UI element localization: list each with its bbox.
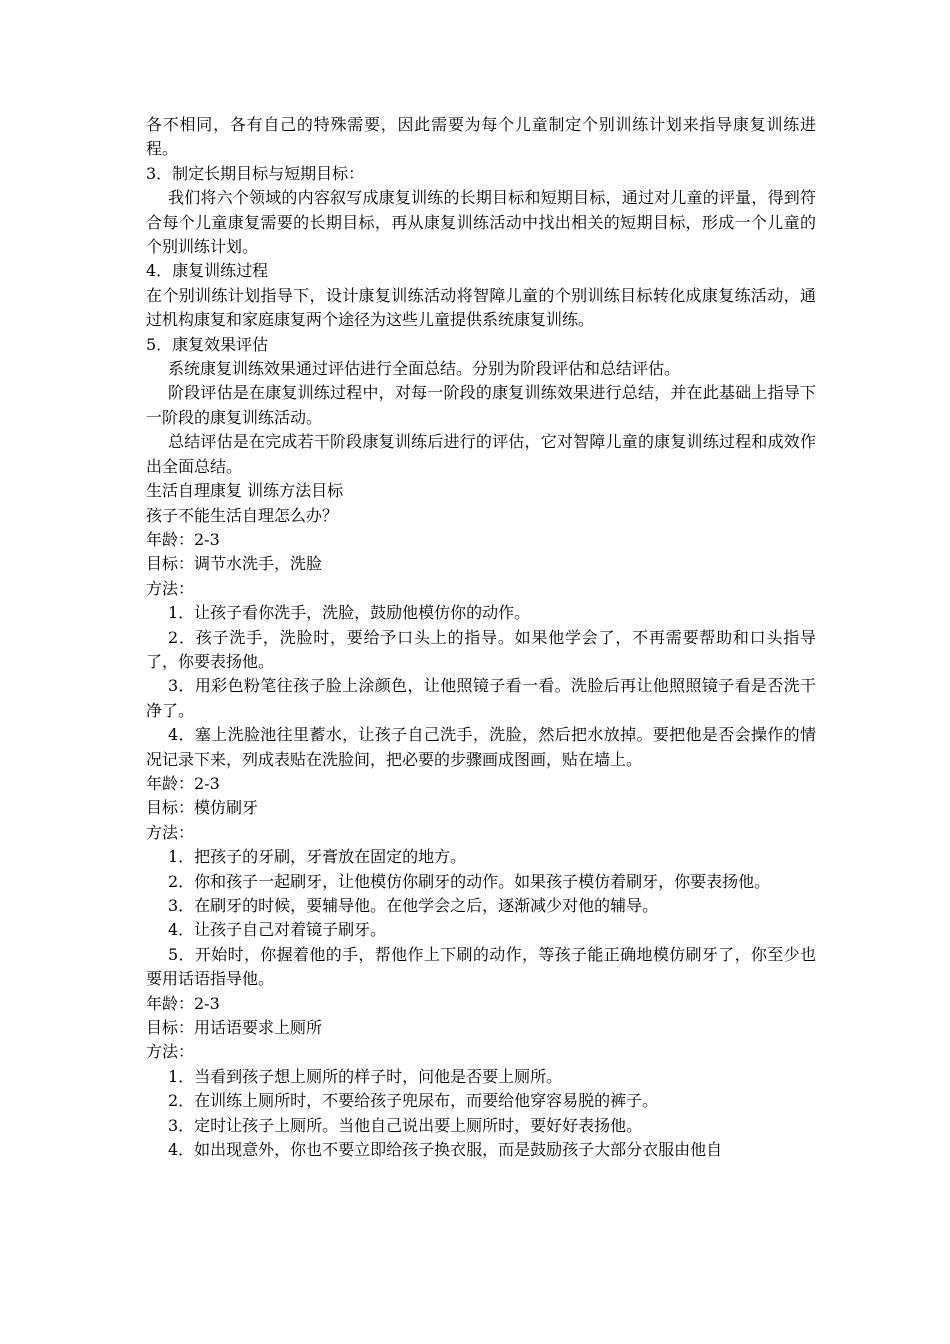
paragraph: 阶段评估是在康复训练过程中，对每一阶段的康复训练效果进行总结，并在此基础上指导下一阶段的康复训练活动。 xyxy=(146,383,816,427)
question-line: 孩子不能生活自理怎么办？ xyxy=(146,505,339,525)
section-heading: 4．康复训练过程 xyxy=(146,261,269,281)
method-step: 4．塞上洗脸池往里蓄水，让孩子自己洗手，洗脸，然后把水放掉。要把他是否会操作的情况记录下来，列成表贴在洗脸间，把必要的步骤画成图画，贴在墙上。 xyxy=(146,725,816,769)
goal-line: 目标：用话语要求上厕所 xyxy=(146,1018,323,1038)
method-step: 5．开始时，你握着他的手，帮他作上下刷的动作，等孩子能正确地模仿刷牙了，你至少也要用话语指导他。 xyxy=(146,944,816,989)
method-step: 3．定时让孩子上厕所。当他自己说出要上厕所时，要好好表扬他。 xyxy=(168,1115,643,1135)
method-step: 4．让孩子自己对着镜子刷牙。 xyxy=(168,920,387,940)
method-step: 4．如出现意外，你也不要立即给孩子换衣服，而是鼓励孩子大部分衣服由他自 xyxy=(168,1140,723,1160)
document-page xyxy=(146,113,816,1162)
method-step: 3．用彩色粉笔往孩子脸上涂颜色，让他照镜子看一看。洗脸后再让他照照镜子看是否洗干净了。 xyxy=(146,676,816,720)
paragraph: 系统康复训练效果通过评估进行全面总结。分别为阶段评估和总结评估。 xyxy=(168,359,681,379)
goal-line: 目标：调节水洗手，洗脸 xyxy=(146,554,323,574)
method-step: 1．让孩子看你洗手，洗脸，鼓励他模仿你的动作。 xyxy=(168,603,531,623)
method-label: 方法： xyxy=(146,578,195,598)
method-step: 3．在刷牙的时候，要辅导他。在他学会之后，逐渐减少对他的辅导。 xyxy=(168,896,659,915)
age-line: 年龄：2-3 xyxy=(146,529,220,549)
method-label: 方法： xyxy=(146,822,195,842)
goal-line: 目标：模仿刷牙 xyxy=(146,798,259,818)
age-line: 年龄：2-3 xyxy=(146,993,220,1013)
method-step: 1．把孩子的牙刷，牙膏放在固定的地方。 xyxy=(168,847,467,867)
paragraph: 各不相同，各有自己的特殊需要，因此需要为每个儿童制定个别训练计划来指导康复训练进程。 xyxy=(146,115,816,159)
method-step: 2．孩子洗手，洗脸时，要给予口头上的指导。如果他学会了，不再需要帮助和口头指导了，你要表扬他。 xyxy=(146,627,816,671)
paragraph: 在个别训练计划指导下，设计康复训练活动将智障儿童的个别训练目标转化成康复练活动，通过机构康复和家庭康复两个途径为这些儿童提供系统康复训练。 xyxy=(146,285,816,330)
method-step: 2．在训练上厕所时，不要给孩子兜尿布，而要给他穿容易脱的裤子。 xyxy=(168,1091,659,1111)
section-heading: 3．制定长期目标与短期目标： xyxy=(146,163,365,183)
age-line: 年龄：2-3 xyxy=(146,773,220,793)
method-label: 方法： xyxy=(146,1042,195,1062)
paragraph: 我们将六个领域的内容叙写成康复训练的长期目标和短期目标，通过对儿童的评量，得到符合每个儿童康复需要的长期目标，再从康复训练活动中找出相关的短期目标，形成一个儿童的个别训练计划。 xyxy=(146,188,816,257)
method-step: 2．你和孩子一起刷牙，让他模仿你刷牙的动作。如果孩子模仿着刷牙，你要表扬他。 xyxy=(168,871,771,891)
method-step: 1．当看到孩子想上厕所的样子时，问他是否要上厕所。 xyxy=(168,1066,563,1086)
section-title: 生活自理康复 训练方法目标 xyxy=(146,481,344,501)
paragraph: 总结评估是在完成若干阶段康复训练后进行的评估，它对智障儿童的康复训练过程和成效作出全面总结。 xyxy=(146,432,816,476)
section-heading: 5．康复效果评估 xyxy=(146,334,269,354)
